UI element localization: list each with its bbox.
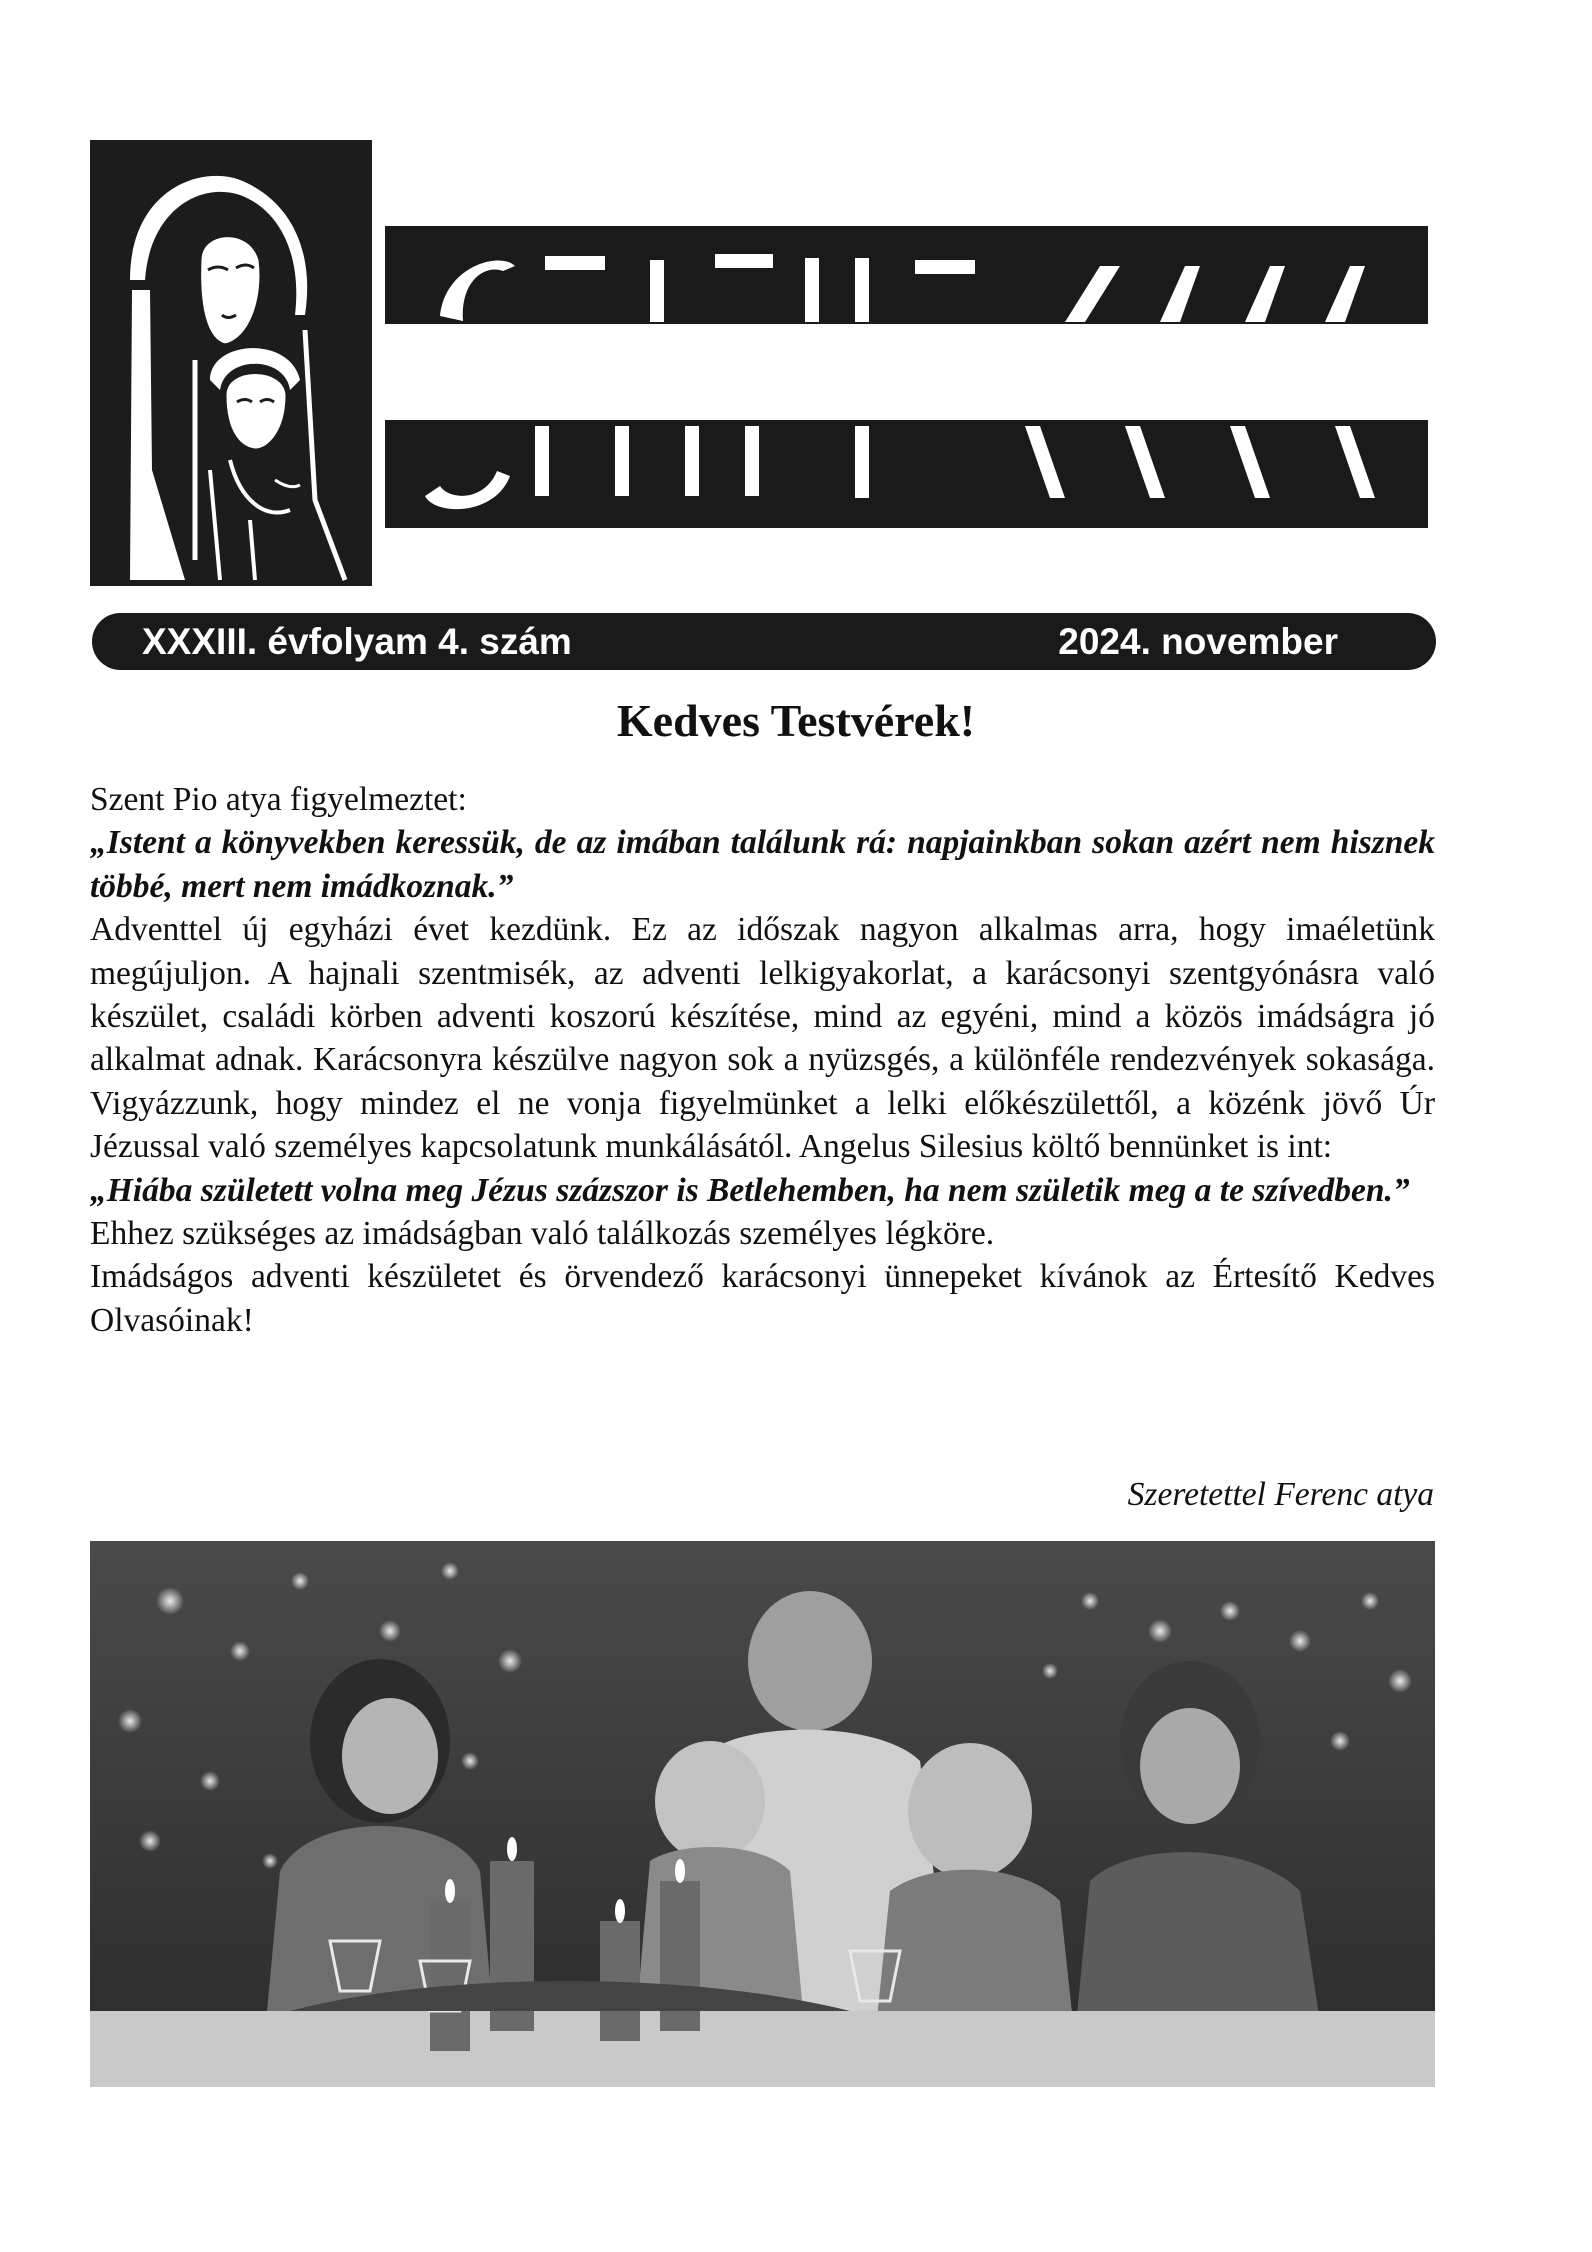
article-closing: Imádságos adventi készületet és örvendező karácsonyi ünnepeket kívánok az Értesítő Kedves Olvasóinak! xyxy=(90,1258,1435,1339)
title-lettering xyxy=(385,226,1428,528)
madonna-child-drawing xyxy=(90,140,372,586)
issue-volume: XXXIII. évfolyam 4. szám xyxy=(142,621,572,662)
title-banner xyxy=(385,226,1428,528)
quote-pio: „Istent a könyvekben keressük, de az imában találunk rá: napjainkban sokan azért nem hisznek többé, mert nem imádkoznak.” xyxy=(90,824,1435,905)
issue-info-bar xyxy=(92,613,1436,670)
saint-anna-mary-logo xyxy=(90,140,372,586)
signature: Szeretettel Ferenc atya xyxy=(1127,1476,1434,1513)
article-paragraph: Ehhez szükséges az imádságban való találkozás személyes légköre. xyxy=(90,1215,995,1253)
quote-silesius: „Hiába született volna meg Jézus százszor is Betlehemben, ha nem születik meg a te szívedben.” xyxy=(90,1171,1410,1209)
issue-date: 2024. november xyxy=(1058,621,1338,662)
family-photo-illustration xyxy=(90,1541,1435,2087)
family-christmas-photo xyxy=(90,1541,1435,2087)
masthead xyxy=(90,140,1428,586)
article-body xyxy=(90,778,1435,1342)
article-paragraph: Adventtel új egyházi évet kezdünk. Ez az időszak nagyon alkalmas arra, hogy imaéletünk megújuljon. A hajnali szentmisék, az adventi lelkigyakorlat, a karácsonyi szentgyónásra való készület, családi körben adventi koszorú készítése, mind az egyéni, mind a közös imádságra jó alkalmat adnak. Karácsonyra készülve nagyon sok a nyüzsgés, a különféle rendezvények sokasága. Vigyázzunk, hogy mindez el ne vonja figyelmünket a lelki előkészülettől, a közénk jövő Úr Jézussal való személyes kapcsolatunk munkálásától. Angelus Silesius költő bennünket is int: xyxy=(90,911,1435,1166)
article-intro: Szent Pio atya figyelmeztet: xyxy=(90,781,467,818)
article-greeting: Kedves Testvérek! xyxy=(616,695,976,746)
